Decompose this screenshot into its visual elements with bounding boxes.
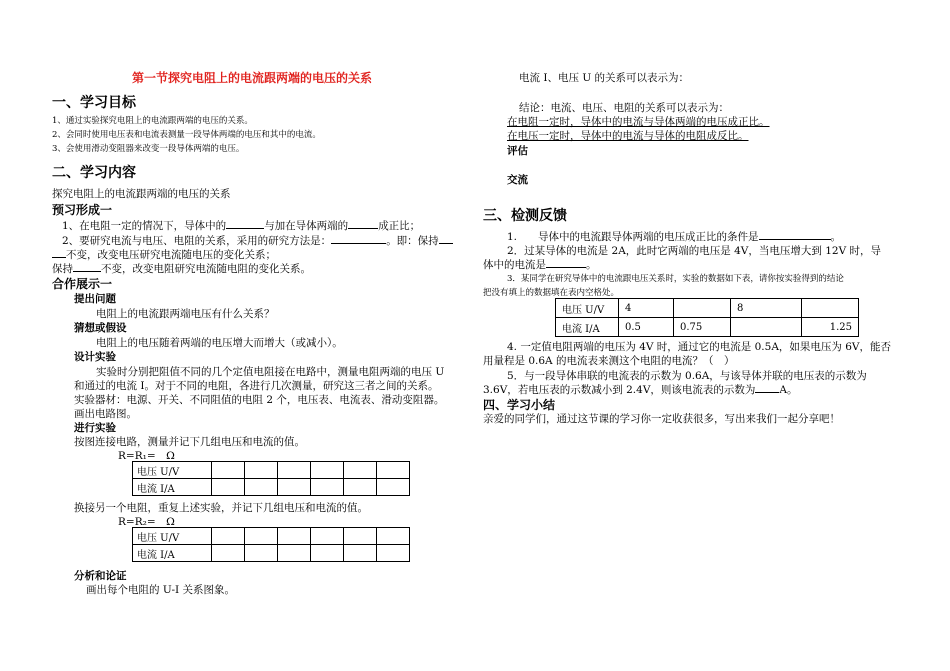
analysis-heading: 分析和论证	[74, 570, 127, 582]
table-cell[interactable]	[245, 479, 278, 496]
preview-heading: 预习形成一	[52, 203, 113, 217]
question-text: 电阻上的电流跟两端电压有什么关系？	[96, 308, 275, 320]
design-heading: 设计实验	[74, 351, 116, 363]
hypothesis-text: 电阻上的电压随着两端的电压增大而增大（或减小）。	[96, 337, 343, 349]
answer-blank[interactable]	[348, 218, 378, 229]
table-cell: 0.5	[619, 318, 674, 337]
answer-blank[interactable]	[546, 257, 586, 268]
exchange-heading: 交流	[507, 174, 528, 186]
row-label-current: 电流 I/A	[133, 545, 212, 562]
table-cell[interactable]	[802, 299, 859, 318]
row-label-voltage: 电压 U/V	[133, 528, 212, 545]
section-summary-heading: 四、学习小结	[483, 398, 556, 412]
answer-blank[interactable]	[759, 229, 831, 240]
table-cell[interactable]	[212, 528, 245, 545]
data-table-r2	[132, 527, 410, 562]
table-cell[interactable]	[674, 299, 731, 318]
feedback-question-5-line2: 3.6V，若电压表的示数减小到 2.4V，则该电流表的示数为 A。	[483, 384, 798, 396]
answer-blank[interactable]	[439, 233, 453, 244]
design-text-line1: 实验时分别把阻值不同的几个定值电阻接在电路中，测量电阻两端的电压 U	[96, 366, 445, 378]
summary-text: 亲爱的同学们，通过这节课的学习你一定收获很多，写出来我们一起分享吧！	[483, 413, 840, 425]
answer-blank[interactable]	[755, 382, 779, 393]
resistor-2-label: R=R₂= Ω	[118, 516, 175, 528]
relation-text: 电流 I、电压 U 的关系可以表示为：	[519, 72, 690, 84]
row-label-voltage: 电压 U/V	[133, 462, 212, 479]
table-cell: 4	[619, 299, 674, 318]
table-cell[interactable]	[311, 528, 344, 545]
table-cell[interactable]	[344, 479, 377, 496]
feedback-question-3-line2: 把没有填上的数据填在表内空格处。	[483, 288, 620, 298]
equipment-text: 实验器材：电源、开关、不同阻值的电阻 2 个，电压表、电流表、滑动变阻器。	[74, 394, 445, 406]
table-cell[interactable]	[377, 545, 410, 562]
section-goals-heading: 一、学习目标	[52, 95, 136, 111]
conclusion-line-2: 在电压一定时，导体中的电流与导体的电阻成反比。	[507, 130, 749, 142]
experiment-heading: 进行实验	[74, 422, 116, 434]
preview-question-2-cont: 不变，改变电压研究电流随电压的变化关系；	[52, 247, 276, 262]
row-label-current: 电流 I/A	[133, 479, 212, 496]
goal-item: 3、会使用滑动变阻器来改变一段导体两端的电压。	[52, 144, 245, 154]
section-content-heading: 二、学习内容	[52, 165, 136, 181]
experiment-text: 按图连接电路，测量并记下几组电压和电流的值。	[74, 436, 305, 448]
section-feedback-heading: 三、检测反馈	[483, 208, 567, 224]
evaluation-heading: 评估	[507, 145, 528, 157]
feedback-question-1: 1. 导体中的电流跟导体两端的电压成正比的条件是 。	[507, 231, 842, 243]
table-row	[133, 462, 410, 479]
draw-circuit-text: 画出电路图。	[74, 408, 137, 420]
table-row	[133, 545, 410, 562]
page-title: 第一节探究电阻上的电流跟两端的电压的关系	[132, 71, 373, 85]
table-cell[interactable]	[245, 528, 278, 545]
preview-question-2: 2、要研究电流与电压、电阻的关系，采用的研究方法是： 。即：保持	[62, 233, 453, 248]
table-cell: 0.75	[674, 318, 731, 337]
table-cell[interactable]	[344, 462, 377, 479]
resistor-1-label: R=R₁= Ω	[118, 450, 175, 462]
table-cell[interactable]	[212, 545, 245, 562]
table-cell[interactable]	[278, 462, 311, 479]
table-cell[interactable]	[311, 462, 344, 479]
table-cell[interactable]	[245, 462, 278, 479]
table-cell[interactable]	[311, 479, 344, 496]
table-cell[interactable]	[377, 462, 410, 479]
table-cell: 电压 U/V	[556, 299, 619, 318]
table-row	[556, 299, 859, 318]
table-row	[556, 318, 859, 337]
table-cell: 8	[731, 299, 802, 318]
design-text-line2: 和通过的电流 I。对于不同的电阻，各进行几次测量，研究这三者之间的关系。	[74, 380, 439, 392]
preview-question-3: 保持 不变，改变电阻研究电流随电阻的变化关系。	[52, 263, 311, 275]
preview-question-1: 1、在电阻一定的情况下，导体中的 与加在导体两端的 成正比；	[62, 220, 421, 232]
data-table-r1	[132, 461, 410, 496]
question-heading: 提出问题	[74, 293, 116, 305]
table-cell: 电流 I/A	[556, 318, 619, 337]
topic-text: 探究电阻上的电流跟两端的电压的关系	[52, 188, 231, 200]
feedback-question-4-line1: 4. 一定值电阻两端的电压为 4V 时，通过它的电流是 0.5A，如果电压为 6V，能否	[507, 341, 892, 353]
feedback-question-5-line1: 5．与一段导体串联的电流表的示数为 0.6A，与该导体并联的电压表的示数为	[507, 370, 867, 382]
coop-heading: 合作展示一	[52, 277, 113, 291]
feedback-question-3-line1: 3．某同学在研究导体中的电流跟电压关系时，实验的数据如下表，请你按实验得到的结论	[507, 274, 844, 284]
analysis-text: 画出每个电阻的 U-I 关系图象。	[86, 584, 236, 596]
table-cell[interactable]	[344, 528, 377, 545]
table-cell[interactable]	[278, 528, 311, 545]
conclusion-line-1: 在电阻一定时，导体中的电流与导体两端的电压成正比。	[507, 116, 770, 128]
table-cell[interactable]	[731, 318, 802, 337]
table-cell[interactable]	[278, 545, 311, 562]
table-row	[133, 479, 410, 496]
feedback-question-4-line2: 用量程是 0.6A 的电流表来测这个电阻的电流？（ ）	[483, 355, 735, 367]
table-cell[interactable]	[245, 545, 278, 562]
table-cell[interactable]	[344, 545, 377, 562]
goal-item: 1、通过实验探究电阻上的电流跟两端的电压的关系。	[52, 116, 253, 126]
answer-blank[interactable]	[226, 218, 264, 229]
table-cell[interactable]	[212, 479, 245, 496]
goal-item: 2、会同时使用电压表和电流表测量一段导体两端的电压和其中的电流。	[52, 130, 321, 140]
answer-blank[interactable]	[331, 233, 386, 244]
table-cell[interactable]	[377, 479, 410, 496]
table-cell: 1.25	[802, 318, 859, 337]
answer-blank[interactable]	[73, 261, 101, 272]
feedback-question-2-line1: 2．过某导体的电流是 2A，此时它两端的电压是 4V，当电压增大到 12V 时，导	[507, 245, 881, 257]
table-cell[interactable]	[311, 545, 344, 562]
table-cell[interactable]	[278, 479, 311, 496]
conclusion-text: 结论：电流、电压、电阻的关系可以表示为：	[519, 102, 729, 114]
repeat-text: 换接另一个电阻，重复上述实验，并记下几组电压和电流的值。	[74, 502, 368, 514]
answer-blank[interactable]	[52, 247, 66, 258]
table-row	[133, 528, 410, 545]
feedback-question-2-line2: 体中的电流是 。	[483, 259, 597, 271]
hypothesis-heading: 猜想或假设	[74, 322, 127, 334]
table-cell[interactable]	[377, 528, 410, 545]
table-cell[interactable]	[212, 462, 245, 479]
feedback-data-table	[555, 298, 859, 337]
